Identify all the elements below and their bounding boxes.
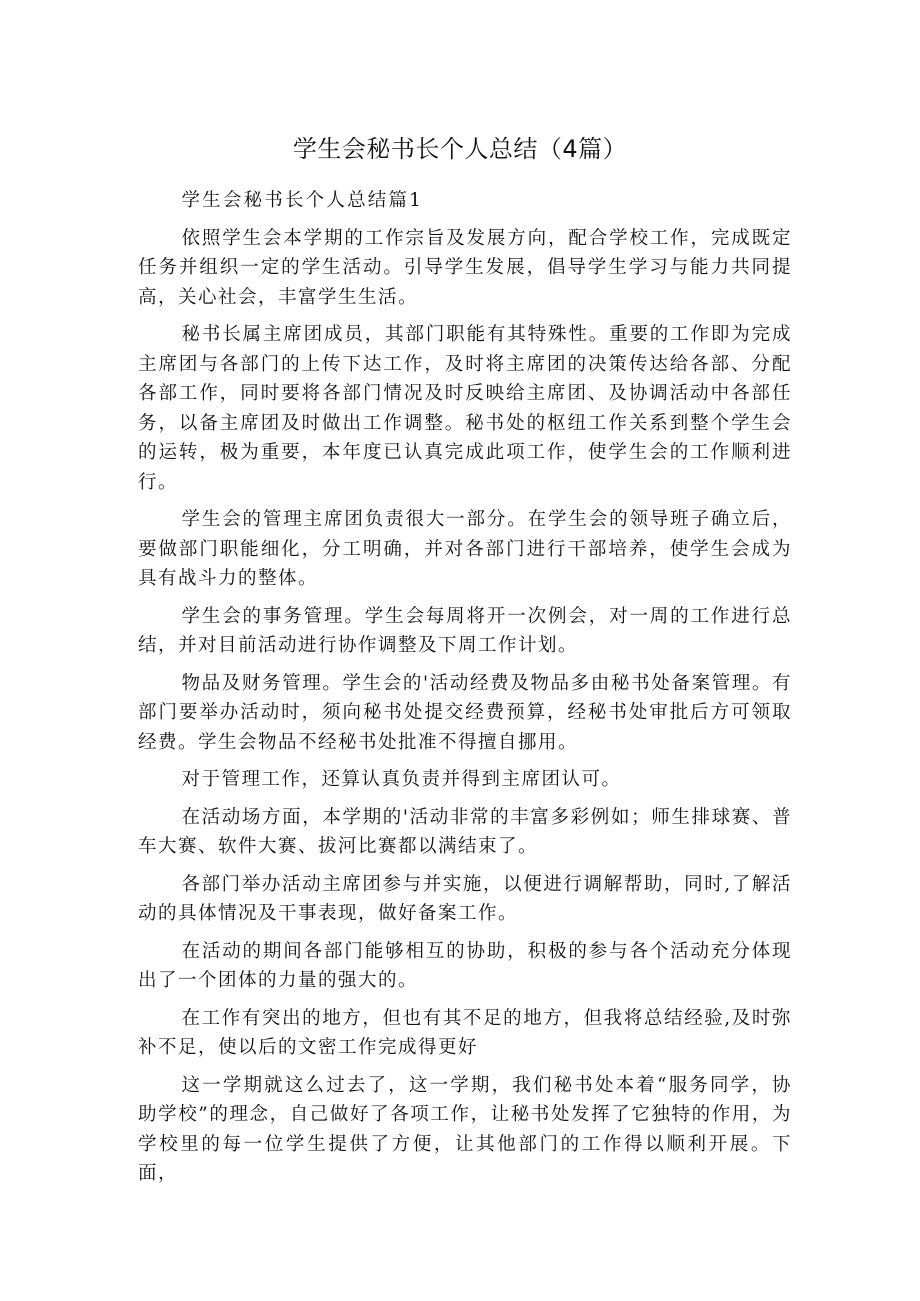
document-body [138,186,792,1197]
document-title: 学生会秘书长个人总结（4篇） [292,135,628,164]
paragraph-8: 各部门举办活动主席团参与并实施，以便进行调解帮助，同时,了解活动的具体情况及干事表现，做好备案工作。 [138,873,792,924]
paragraph-3: 学生会的管理主席团负责很大一部分。在学生会的领导班子确立后，要做部门职能细化，分工明确，并对各部门进行干部培养，使学生会成为具有战斗力的整体。 [138,509,792,589]
paragraph-9: 在活动的期间各部门能够相互的协助，积极的参与各个活动充分体现出了一个团体的力量的强大的。 [138,940,792,991]
paragraph-2: 秘书长属主席团成员，其部门职能有其特殊性。重要的工作即为完成主席团与各部门的上传下达工作，及时将主席团的决策传达给各部、分配各部工作，同时要将各部门情况及时反映给主席团、及协调活动中各部任务，以备主席团及时做出工作调整。秘书处的枢纽工作关系到整个学生会的运转，极为重要，本年度已认真完成此项工作，使学生会的工作顺利进行。 [138,324,792,493]
paragraph-1: 依照学生会本学期的工作宗旨及发展方向，配合学校工作，完成既定任务并组织一定的学生活动。引导学生发展，倡导学生学习与能力共同提高，关心社会，丰富学生生活。 [138,227,792,308]
section-heading: 学生会秘书长个人总结篇1 [181,190,424,211]
paragraph-10: 在工作有突出的地方，但也有其不足的地方，但我将总结经验,及时弥补不足，使以后的文密工作完成得更好 [138,1007,792,1058]
paragraph-7: 在活动场方面，本学期的'活动非常的丰富多彩例如；师生排球赛、普车大赛、软件大赛、拔河比赛都以满结束了。 [138,806,792,857]
paragraph-5: 物品及财务管理。学生会的'活动经费及物品多由秘书处备案管理。有部门要举办活动时，须向秘书处提交经费预算，经秘书处审批后方可领取经费。学生会物品不经秘书处批准不得擅自挪用。 [138,672,792,753]
paragraph-4: 学生会的事务管理。学生会每周将开一次例会，对一周的工作进行总结，并对目前活动进行协作调整及下周工作计划。 [138,605,792,656]
paragraph-6: 对于管理工作，还算认真负责并得到主席团认可。 [181,769,622,790]
paragraph-11: 这一学期就这么过去了，这一学期，我们秘书处本着“服务同学，协助学校”的理念，自己做好了各项工作，让秘书处发挥了它独特的作用，为学校里的每一位学生提供了方便，让其他部门的工作得以顺利开展。下面， [138,1074,792,1184]
